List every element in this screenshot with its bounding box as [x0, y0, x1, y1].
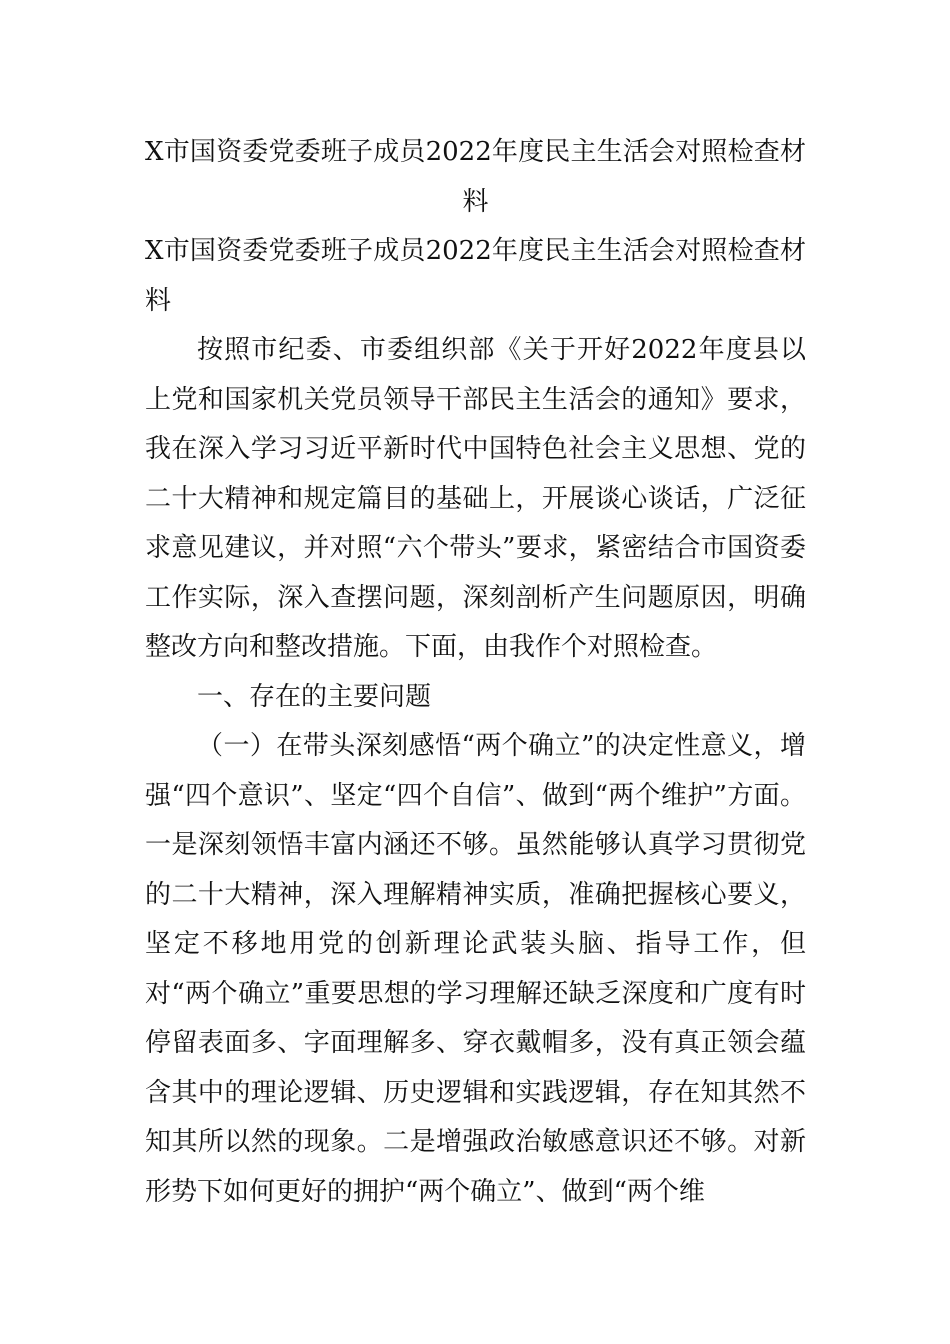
section-1-paragraph-1: （一）在带头深刻感悟“两个确立”的决定性意义，增强“四个意识”、坚定“四个自信”、做到“两个维护”方面。一是深刻领悟丰富内涵还不够。虽然能够认真学习贯彻党的二十大精神，深入理解精神实质，准确把握核心要义，坚定不移地用党的创新理论武装头脑、指导工作，但对“两个确立”重要思想的学习理解还缺乏深度和广度有时停留表面多、字面理解多、穿衣戴帽多，没有真正领会蕴含其中的理论逻辑、历史逻辑和实践逻辑，存在知其然不知其所以然的现象。二是增强政治敏感意识还不够。对新形势下如何更好的拥护“两个确立”、做到“两个维 — [145, 731, 806, 1207]
document-body — [145, 128, 806, 1217]
intro-paragraph: 按照市纪委、市委组织部《关于开好2022年度县以上党和国家机关党员领导干部民主生活会的通知》要求，我在深入学习习近平新时代中国特色社会主义思想、党的二十大精神和规定篇目的基础上，开展谈心谈话，广泛征求意见建议，并对照“六个带头”要求，紧密结合市国资委工作实际，深入查摆问题，深刻剖析产生问题原因，明确整改方向和整改措施。下面，由我作个对照检查。 — [145, 335, 806, 662]
section-heading-problems: 一、存在的主要问题 — [197, 681, 432, 712]
document-title: X市国资委党委班子成员2022年度民主生活会对照检查材料 — [145, 137, 806, 217]
document-title-repeat: X市国资委党委班子成员2022年度民主生活会对照检查材料 — [145, 236, 806, 316]
